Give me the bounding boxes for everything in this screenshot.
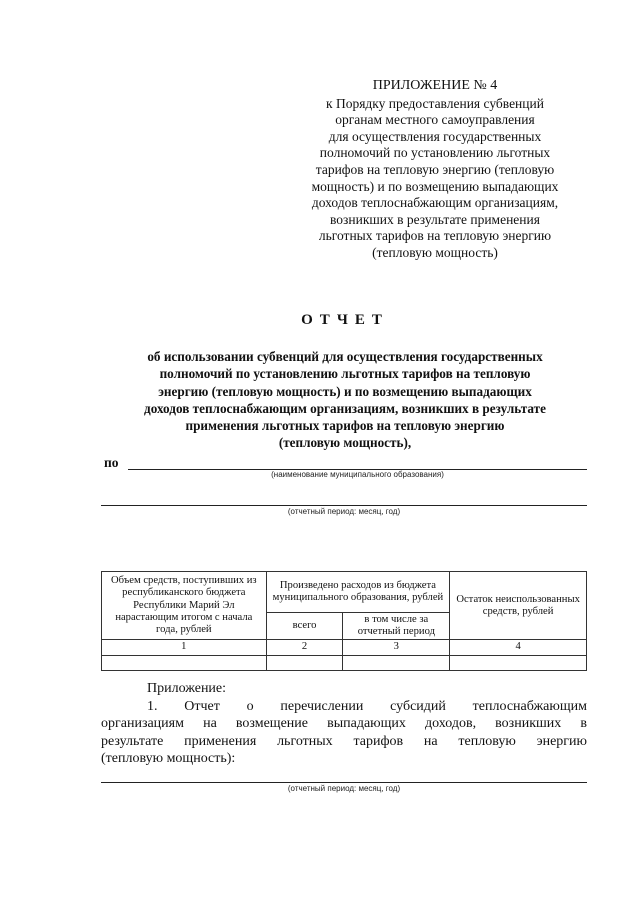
appendix-line: полномочий по установлению льготных <box>319 145 551 161</box>
table-cell[interactable] <box>266 655 343 670</box>
appendix-line: (тепловую мощность) <box>372 244 498 260</box>
column-number: 1 <box>102 640 267 655</box>
appendix-title: ПРИЛОЖЕНИЕ № 4 <box>372 78 498 93</box>
table-number-row <box>102 640 587 655</box>
appendix-line: к Порядку предоставления субвенций <box>326 95 544 111</box>
report-subtitle <box>100 348 590 452</box>
header-expenses-total: всего <box>266 613 343 640</box>
report-table <box>101 571 587 671</box>
po-label: по <box>104 455 119 470</box>
column-number: 3 <box>343 640 450 655</box>
municipality-caption: (наименование муниципального образования) <box>271 470 444 479</box>
note-line: организациям на возмещение выпадающих доходов, возникших в <box>101 716 587 732</box>
period-caption: (отчетный период: месяц, год) <box>287 507 401 516</box>
note-line: (тепловую мощность): <box>101 751 236 767</box>
subtitle-line: применения льготных тарифов на тепловую энергию <box>185 418 505 434</box>
report-title: ОТЧЕТ <box>301 312 389 328</box>
column-number: 2 <box>266 640 343 655</box>
appendix-line: мощность) и по возмещению выпадающих <box>311 178 559 194</box>
appendix-line: тарифов на тепловую энергию (тепловую <box>315 161 555 177</box>
subtitle-line: энергию (тепловую мощность) и по возмещению выпадающих <box>158 383 532 399</box>
note-heading: Приложение: <box>147 681 227 696</box>
appendix-note <box>101 680 587 768</box>
appendix-line: льготных тарифов на тепловую энергию <box>318 228 552 244</box>
table-cell[interactable] <box>343 655 450 670</box>
table-row[interactable] <box>102 655 587 670</box>
table-cell[interactable] <box>102 655 267 670</box>
appendix-line: доходов теплоснабжающим организациям, <box>311 195 559 211</box>
subtitle-line: доходов теплоснабжающим организациям, возникших в результате <box>144 400 546 416</box>
header-expenses-period: в том числе за отчетный период <box>343 613 450 640</box>
header-expenses-group: Произведено расходов из бюджета муниципального образования, рублей <box>266 572 450 613</box>
appendix-line: органам местного самоуправления <box>335 112 535 128</box>
table-cell[interactable] <box>450 655 587 670</box>
note-period-fill-line[interactable] <box>101 782 587 783</box>
subtitle-line: полномочий по установлению льготных тарифов на тепловую <box>159 366 531 382</box>
appendix-line: возникших в результате применения <box>330 211 540 227</box>
period-fill-line[interactable] <box>101 505 587 506</box>
table-header-row <box>102 572 587 613</box>
appendix-block <box>290 78 580 262</box>
subtitle-line: (тепловую мощность), <box>278 435 412 451</box>
header-funds-received: Объем средств, поступивших из республиканского бюджета Республики Марий Эл нарастающим итогом с начала года, рублей <box>102 572 267 640</box>
header-remaining-funds: Остаток неиспользованных средств, рублей <box>450 572 587 640</box>
column-number: 4 <box>450 640 587 655</box>
note-period-caption: (отчетный период: месяц, год) <box>287 784 401 793</box>
subtitle-line: об использовании субвенций для осуществления государственных <box>147 349 543 364</box>
note-line: 1. Отчет о перечислении субсидий теплоснабжающим <box>147 698 587 714</box>
appendix-line: для осуществления государственных <box>328 128 542 144</box>
note-line: результате применения льготных тарифов на тепловую энергию <box>101 733 587 749</box>
